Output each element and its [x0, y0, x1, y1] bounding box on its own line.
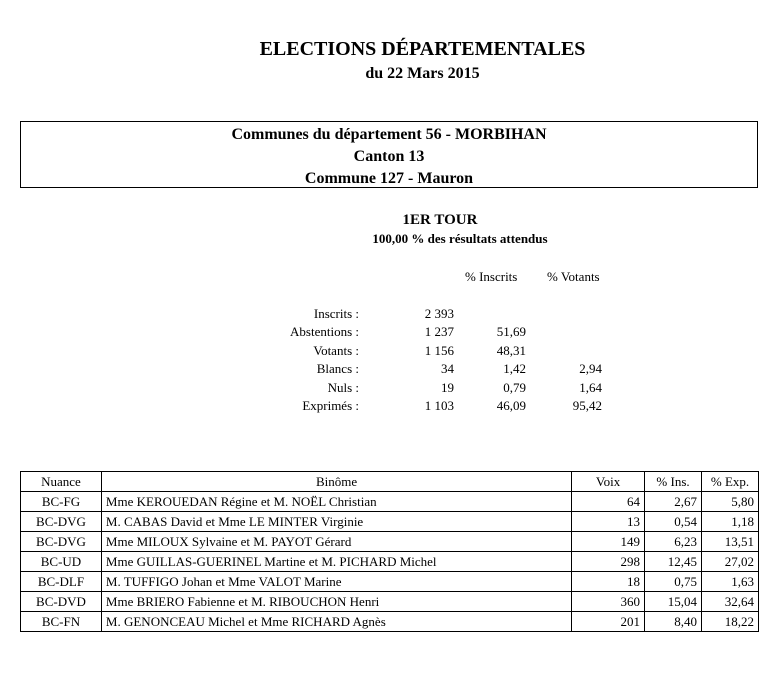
table-row: [21, 552, 759, 572]
pct-exp-cell: 27,02: [702, 552, 759, 572]
voix-cell: 201: [572, 612, 645, 632]
stat-value: 1 156: [424, 343, 454, 358]
voix-header: Voix: [572, 472, 645, 492]
pct-ins-cell: 0,54: [645, 512, 702, 532]
binome-cell: Mme BRIERO Fabienne et M. RIBOUCHON Henri: [101, 592, 571, 612]
stat-pct-votants: 95,42: [572, 398, 602, 413]
pct-exp-cell: 1,18: [702, 512, 759, 532]
stat-row-blancs: [0, 360, 777, 378]
pct-exp-cell: 32,64: [702, 592, 759, 612]
stat-label: Votants :: [313, 343, 359, 358]
round-title: 1ER TOUR: [402, 212, 478, 228]
canton-label: Canton 13: [353, 148, 425, 165]
stat-value: 34: [441, 361, 454, 376]
pct-ins-cell: 0,75: [645, 572, 702, 592]
binome-cell: Mme KEROUEDAN Régine et M. NOËL Christian: [101, 492, 571, 512]
pct-inscrits-header: % Inscrits: [465, 269, 518, 284]
voix-cell: 149: [572, 532, 645, 552]
pct-exp-cell: 13,51: [702, 532, 759, 552]
stat-pct-inscrits: 51,69: [496, 324, 526, 339]
results-table: [20, 471, 759, 632]
table-row: [21, 572, 759, 592]
pct-exp-cell: 18,22: [702, 612, 759, 632]
stat-pct-inscrits: 0,79: [503, 380, 526, 395]
stat-value: 1 103: [424, 398, 454, 413]
binome-cell: Mme GUILLAS-GUERINEL Martine et M. PICHARD Michel: [101, 552, 571, 572]
stat-label: Abstentions :: [290, 324, 359, 339]
stat-label: Nuls :: [327, 380, 359, 395]
pct-ins-cell: 15,04: [645, 592, 702, 612]
commune-label: Commune 127 - Mauron: [304, 170, 474, 187]
stat-value: 19: [441, 380, 454, 395]
voix-cell: 13: [572, 512, 645, 532]
binome-cell: M. TUFFIGO Johan et Mme VALOT Marine: [101, 572, 571, 592]
binome-cell: Mme MILOUX Sylvaine et M. PAYOT Gérard: [101, 532, 571, 552]
nuance-cell: BC-DVG: [21, 512, 102, 532]
commune-info-box: [20, 121, 758, 188]
pct-ins-cell: 8,40: [645, 612, 702, 632]
binome-cell: M. CABAS David et Mme LE MINTER Virginie: [101, 512, 571, 532]
voix-cell: 360: [572, 592, 645, 612]
voix-cell: 298: [572, 552, 645, 572]
stat-row-votants: [0, 342, 777, 360]
nuance-cell: BC-DVG: [21, 532, 102, 552]
table-row: [21, 512, 759, 532]
binome-header: Binôme: [101, 472, 571, 492]
stat-row-inscrits: [0, 305, 777, 323]
stat-row-abstentions: [0, 323, 777, 341]
pct-ins-header: % Ins.: [645, 472, 702, 492]
stat-value: 1 237: [424, 324, 454, 339]
document-title: ELECTIONS DÉPARTEMENTALES: [259, 38, 586, 60]
voix-cell: 64: [572, 492, 645, 512]
pct-exp-cell: 1,63: [702, 572, 759, 592]
stat-label: Inscrits :: [313, 306, 359, 321]
stat-pct-votants: 1,64: [579, 380, 602, 395]
nuance-cell: BC-FN: [21, 612, 102, 632]
pct-ins-cell: 12,45: [645, 552, 702, 572]
stat-row-exprimes: [0, 397, 777, 415]
pct-exp-cell: 5,80: [702, 492, 759, 512]
stat-pct-inscrits: 48,31: [496, 343, 526, 358]
voix-cell: 18: [572, 572, 645, 592]
nuance-cell: BC-DVD: [21, 592, 102, 612]
stat-row-nuls: [0, 379, 777, 397]
table-row: [21, 492, 759, 512]
results-progress: 100,00 % des résultats attendus: [372, 231, 548, 246]
stat-pct-inscrits: 46,09: [496, 398, 526, 413]
election-date: du 22 Mars 2015: [365, 65, 480, 82]
table-row: [21, 592, 759, 612]
table-row: [21, 612, 759, 632]
binome-cell: M. GENONCEAU Michel et Mme RICHARD Agnès: [101, 612, 571, 632]
stat-value: 2 393: [424, 306, 454, 321]
stat-label: Exprimés :: [302, 398, 359, 413]
stat-label: Blancs :: [316, 361, 359, 376]
departement-label: Communes du département 56 - MORBIHAN: [231, 126, 547, 143]
pct-exp-header: % Exp.: [702, 472, 759, 492]
table-row: [21, 532, 759, 552]
nuance-cell: BC-DLF: [21, 572, 102, 592]
stat-pct-inscrits: 1,42: [503, 361, 526, 376]
nuance-header: Nuance: [21, 472, 102, 492]
nuance-cell: BC-FG: [21, 492, 102, 512]
results-header-row: [21, 472, 759, 492]
pct-ins-cell: 2,67: [645, 492, 702, 512]
nuance-cell: BC-UD: [21, 552, 102, 572]
pct-votants-header: % Votants: [547, 269, 600, 284]
pct-ins-cell: 6,23: [645, 532, 702, 552]
stat-pct-votants: 2,94: [579, 361, 602, 376]
